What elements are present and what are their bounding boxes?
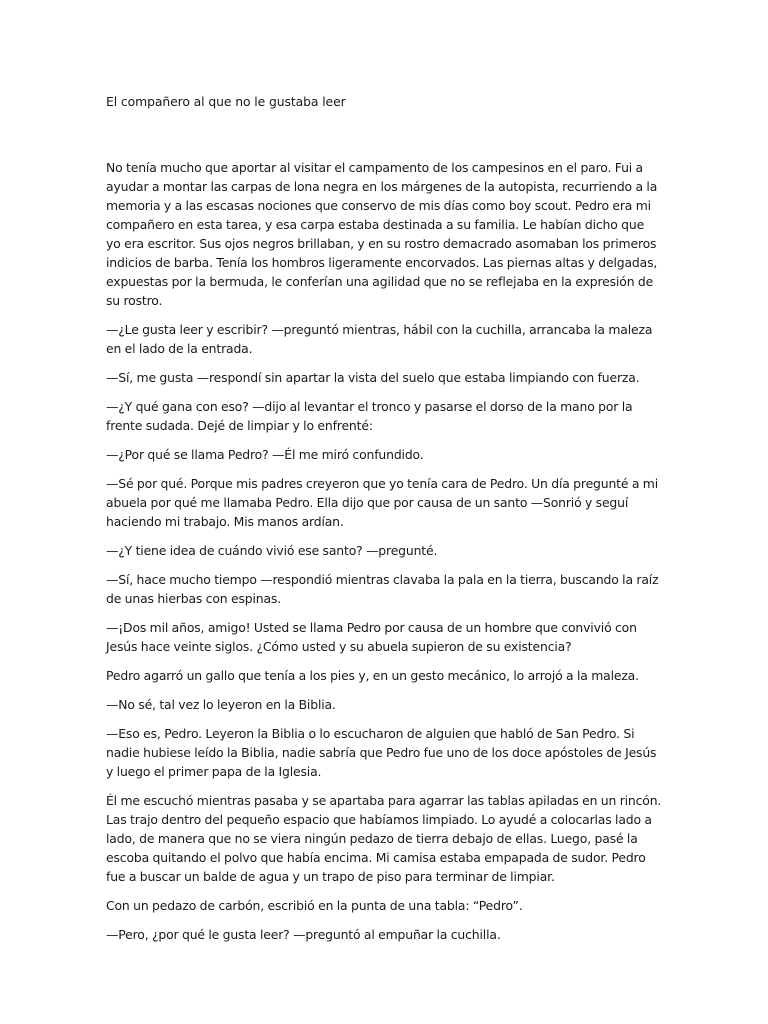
paragraph: —Sé por qué. Porque mis padres creyeron que yo tenía cara de Pedro. Un día pregunté a mi abuela por qué me llamaba Pedro. Ella dijo que por causa de un santo —Sonrió y seguí haciendo mi trabajo. Mis manos ardían.	[106, 476, 658, 529]
paragraph: —Eso es, Pedro. Leyeron la Biblia o lo escucharon de alguien que habló de San Pedro. Si nadie hubiese leído la Biblia, nadie sabría que Pedro fue uno de los doce apóstoles de Jesús y luego el primer papa de la Iglesia.	[106, 726, 657, 779]
paragraph: Pedro agarró un gallo que tenía a los pies y, en un gesto mecánico, lo arrojó a la maleza.	[106, 668, 639, 683]
document-title: El compañero al que no le gustaba leer	[106, 94, 346, 109]
paragraph: —Sí, hace mucho tiempo —respondió mientras clavaba la pala en la tierra, buscando la raíz de unas hierbas con espinas.	[106, 572, 659, 606]
paragraph: Con un pedazo de carbón, escribió en la punta de una tabla: “Pedro”.	[106, 898, 523, 913]
paragraph: —No sé, tal vez lo leyeron en la Biblia.	[106, 697, 336, 712]
paragraph: —¿Le gusta leer y escribir? —preguntó mientras, hábil con la cuchilla, arrancaba la maleza en el lado de la entrada.	[106, 322, 653, 356]
paragraph: —Pero, ¿por qué le gusta leer? —preguntó al empuñar la cuchilla.	[106, 927, 501, 942]
paragraph: Él me escuchó mientras pasaba y se apartaba para agarrar las tablas apiladas en un rincón. Las trajo dentro del pequeño espacio que habíamos limpiado. Lo ayudé a colocarlas lado a lado, de manera que no se viera ningún pedazo de tierra debajo de ellas. Luego, pasé la escoba quitando el polvo que había encima. Mi camisa estaba empapada de sudor. Pedro fue a buscar un balde de agua y un trapo de piso para terminar de limpiar.	[106, 793, 662, 884]
document-page	[106, 93, 662, 954]
paragraph: —Sí, me gusta —respondí sin apartar la vista del suelo que estaba limpiando con fuerza.	[106, 370, 640, 385]
paragraph: —¡Dos mil años, amigo! Usted se llama Pedro por causa de un hombre que convivió con Jesús hace veinte siglos. ¿Cómo usted y su abuela supieron de su existencia?	[106, 620, 637, 654]
paragraph: —¿Por qué se llama Pedro? —Él me miró confundido.	[106, 447, 424, 462]
paragraph: —¿Y qué gana con eso? —dijo al levantar el tronco y pasarse el dorso de la mano por la frente sudada. Dejé de limpiar y lo enfrenté:	[106, 399, 633, 433]
paragraph: —¿Y tiene idea de cuándo vivió ese santo? —pregunté.	[106, 543, 438, 558]
paragraph: No tenía mucho que aportar al visitar el campamento de los campesinos en el paro. Fui a ayudar a montar las carpas de lona negra en los márgenes de la autopista, recurriendo a la memoria y a las escasas nociones que conservo de mis días como boy scout. Pedro era mi compañero en esta tarea, y esa carpa estaba destinada a su familia. Le habían dicho que yo era escritor. Sus ojos negros brillaban, y en su rostro demacrado asomaban los primeros indicios de barba. Tenía los hombros ligeramente encorvados. Las piernas altas y delgadas, expuestas por la bermuda, le conferían una agilidad que no se reflejaba en la expresión de su rostro.	[106, 160, 658, 308]
